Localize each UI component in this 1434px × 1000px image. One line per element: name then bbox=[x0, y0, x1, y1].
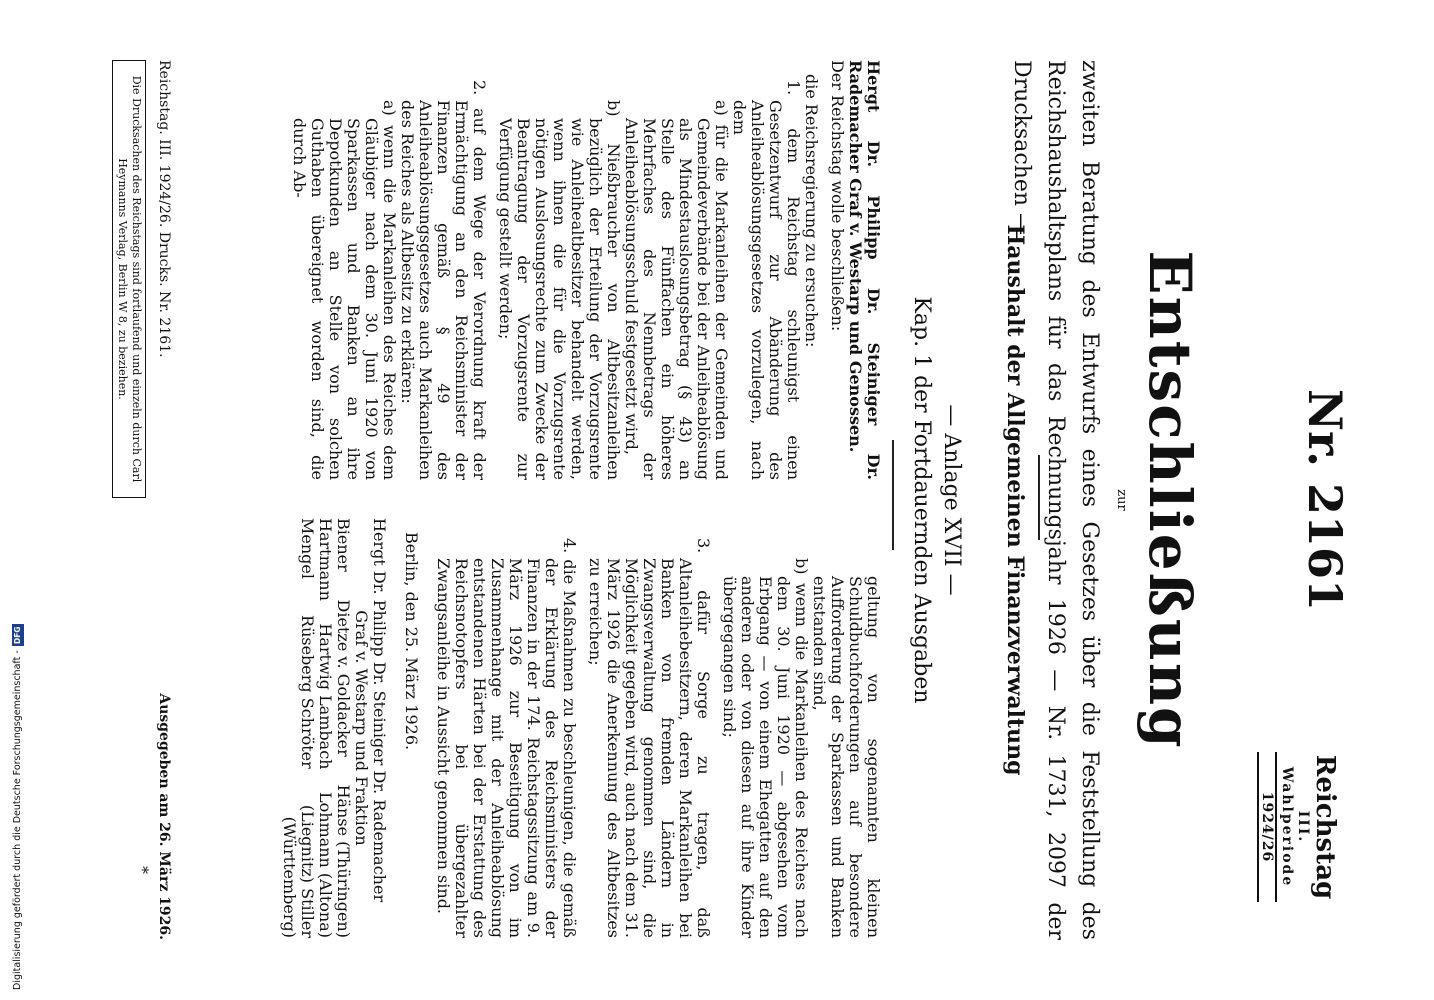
signature-name: Hartwig Lambach bbox=[316, 623, 335, 770]
signature-line: Graf v. Westarp und Fraktion bbox=[352, 610, 371, 846]
signature-name: Rüseberg Schröter bbox=[298, 615, 317, 769]
period-years: 1924/26 bbox=[1257, 752, 1277, 902]
signature-row bbox=[298, 518, 316, 938]
divider bbox=[1038, 455, 1040, 540]
kapitel-label: Kap. 1 der Fortdauernden Ausgaben bbox=[909, 296, 934, 704]
footer-line bbox=[156, 60, 172, 940]
footer-note: Die Drucksachen des Reichstags sind fortlaufend und einzeln durch Carl Heymanns Verlag, Berlin W 8, zu beziehen. bbox=[112, 60, 146, 498]
title-zur: zur bbox=[1114, 489, 1129, 511]
reichstag-text: Reichstag bbox=[1310, 754, 1340, 900]
point-1b: b) Nießbraucher von Altbesitzanleihen bezüglich der Erteilung der Vorzugsrente wie Anleihealtbesitzer behandelt werden, wenn ihnen die für die Vorzugsrente nötigen Auslosungsrechte zum Zwecke der Beantragung der Vorzugsrente zur Verfügung gestellt werden; bbox=[496, 100, 623, 480]
signature-name: Hartmann bbox=[316, 518, 335, 601]
signature-row bbox=[316, 518, 334, 938]
point-2a-continued: geltung von sogenannten kleinen Schuldbuchforderungen auf besondere Aufforderung der Sparkassen und Banken entstanden sind, bbox=[810, 576, 883, 938]
digitization-text: Digitalisierung gefördert durch die Deutsche Forschungsgemeinschaft - bbox=[12, 650, 23, 990]
signature-line: (Württemberg) bbox=[280, 816, 299, 938]
point-1: 1. dem Reichstag schleunigst einen Gesetzentwurf zur Abänderung des Anleiheablösungsgesetzes vorzulegen, nach dem bbox=[730, 80, 803, 480]
left-column bbox=[290, 60, 882, 480]
digitization-credit bbox=[11, 610, 25, 990]
point-2a: a) wenn die Markanleihen des Reiches dem Gläubiger nach dem 30. Juni 1920 von Sparkassen und Banken an ihre Depotkunden an Stelle von solchen Guthaben übereignet worden sind, die durch Ab- bbox=[290, 100, 399, 480]
document-title: Entschließung bbox=[1136, 250, 1204, 750]
proposers: Hergt Dr. Philipp Dr. Steiniger Dr. Rademacher Graf v. Westarp und Genossen. bbox=[846, 60, 883, 480]
point-1a: a) für die Markanleihen der Gemeinden und Gemeindeverbände bei der Anleiheablösung als Mindestauslosungsbetrag (§ 43) an Stelle des Fünffachen ein höheres Mehrfaches des Nennbetrags der Anleiheablösungsschuld festgesetzt wird, bbox=[622, 100, 731, 480]
section-heading: Haushalt der Allgemeinen Finanzverwaltung bbox=[1002, 224, 1028, 776]
divider bbox=[892, 440, 894, 550]
signature-name: Dietze v. Goldacker bbox=[334, 599, 353, 757]
issue-date: Ausgegeben am 26. März 1926. bbox=[156, 693, 172, 940]
right-column bbox=[280, 518, 882, 938]
signature-name: (Liegnitz) Stiller bbox=[298, 804, 317, 938]
section-subheading bbox=[906, 180, 966, 820]
signatures bbox=[280, 518, 388, 938]
place-date: Berlin, den 25. März 1926. bbox=[402, 532, 421, 751]
resolve-line: Der Reichstag wolle beschließen: bbox=[828, 60, 847, 332]
signature-name: Lohmann (Altona) bbox=[316, 791, 335, 938]
signature-row bbox=[334, 518, 352, 938]
point-3: 3. dafür Sorge zu tragen, daß Altanleihebesitzern, deren Markanleihen bei Banken von fremden Ländern in Zwangsverwaltung genommen sind, die Möglichkeit gegeben wird, auch nach dem 31. März 1926 die Anerkennung des Altbesitzes zu erreichen; bbox=[586, 538, 713, 938]
document-number: Nr. 2161 bbox=[1298, 388, 1352, 612]
intro-text: zweiten Beratung des Entwurfs eines Gesetzes über die Feststellung des Reichshaushaltsplans für das Rechnungsjahr 1926 — Nr. 1731, 2097 der Drucksachen — bbox=[1009, 60, 1102, 940]
point-2b: b) wenn die Markanleihen des Reiches nach dem 30. Juni 1920 — abgesehen vom Erbgang — von einem Ehegatten auf den anderen oder von diesen auf ihre Kinder übergegangen sind; bbox=[720, 558, 811, 938]
signature-name: Mengel bbox=[298, 518, 317, 579]
footer-star: * bbox=[133, 866, 152, 874]
reichstag-label bbox=[1257, 752, 1339, 902]
request-line: die Reichsregierung zu ersuchen: bbox=[802, 74, 821, 348]
signature-name: Biener bbox=[334, 518, 353, 572]
signature-name: Hänse (Thüringen) bbox=[334, 784, 353, 938]
point-2: 2. auf dem Wege der Verordnung kraft der Ermächtigung an den Reichsminister der Finanzen gemäß § 49 des Anleiheablösungsgesetzes auch Markanleihen des Reiches als Altbesitz zu erklären: bbox=[398, 80, 489, 480]
point-4: 4. die Maßnahmen zu beschleunigen, die gemäß der Erklärung des Reichsministers der Finanzen in der 174. Reichstagssitzung am 9. März 1926 zur Beseitigung von im Zusammenhange mit der Anleiheablösung entstandenen Härten bei der Erstattung des Reichsnotopfers bei übergezahlter Zwangsanleihe in Aussicht genommen sind. bbox=[434, 538, 579, 938]
wahlperiode-text: III. Wahlperiode bbox=[1279, 766, 1311, 888]
dfg-logo: DFG bbox=[12, 624, 24, 646]
anlage-label: — Anlage XVII — bbox=[939, 404, 964, 596]
print-info: Reichstag. III. 1924/26. Drucks. Nr. 2161. bbox=[156, 60, 172, 358]
signature-line: Hergt Dr. Philipp Dr. Steiniger Dr. Rademacher bbox=[370, 518, 389, 903]
